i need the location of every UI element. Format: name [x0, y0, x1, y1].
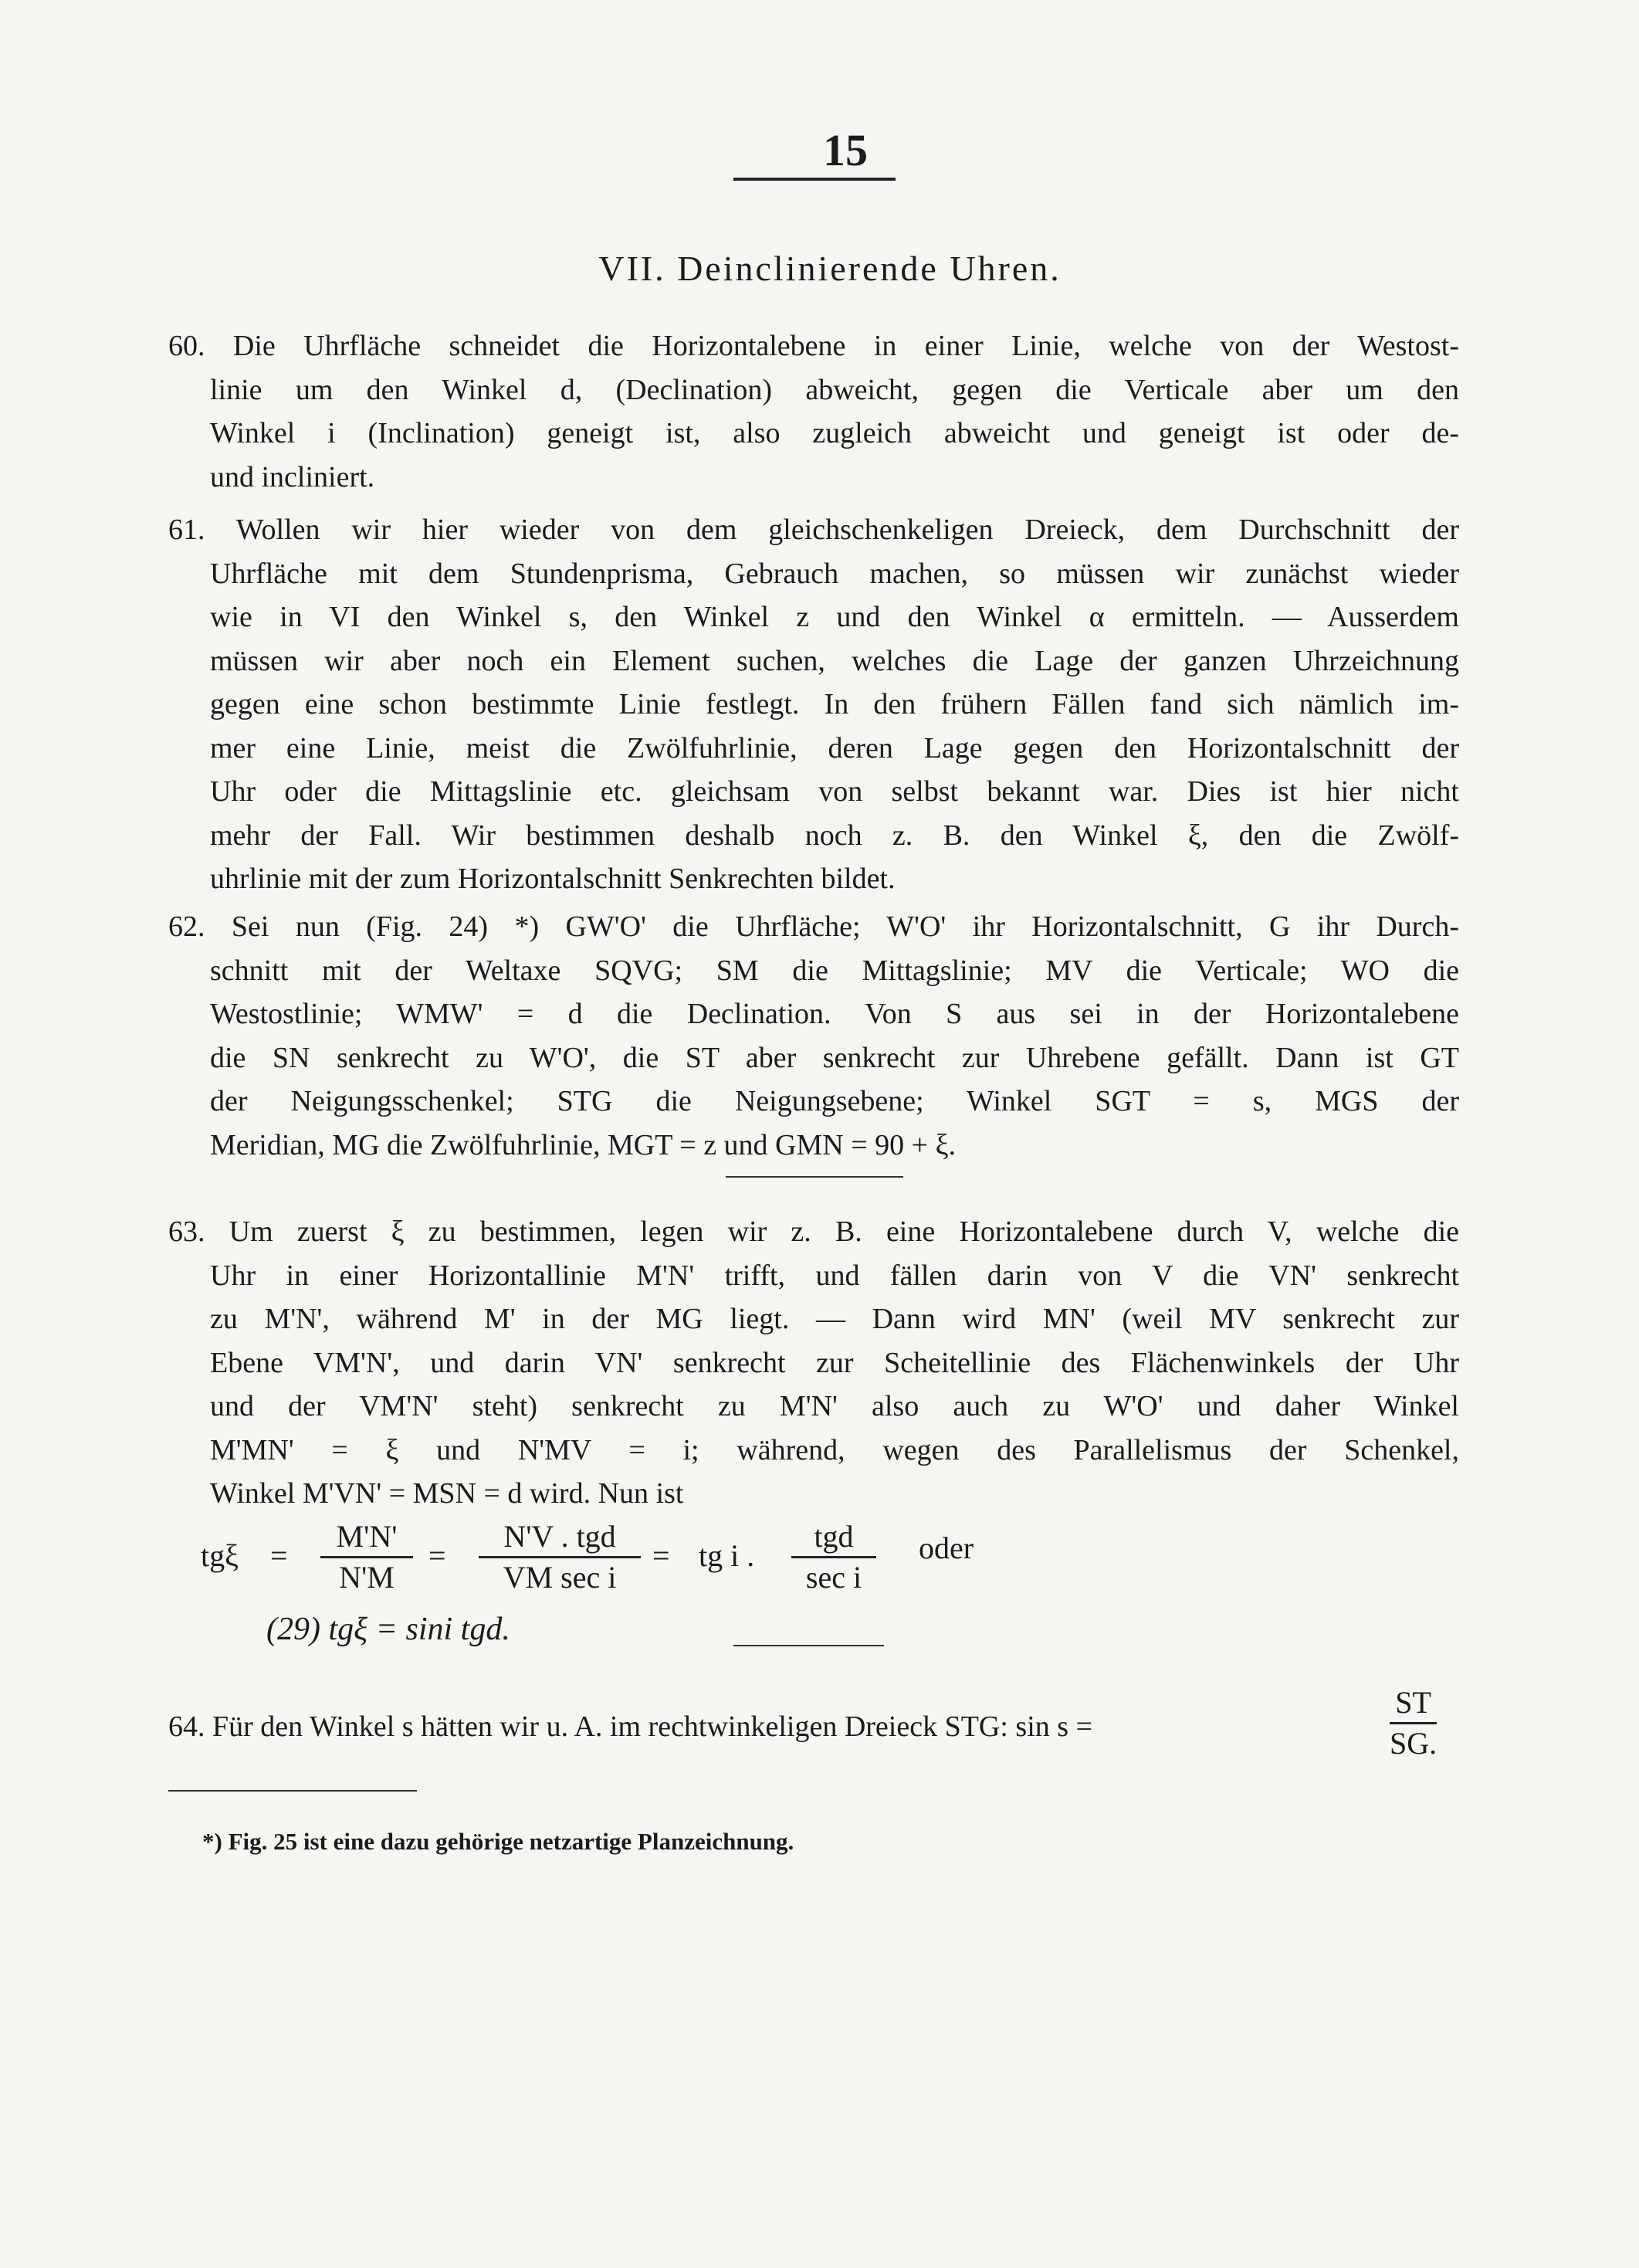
- formula-equals: =: [270, 1538, 288, 1573]
- paragraph-61: [168, 508, 1459, 901]
- text-line: Uhr in einer Horizontallinie M'N' trifft, und fällen darin von V die VN' senkrecht: [210, 1259, 1459, 1292]
- footnote-rule: [168, 1790, 417, 1792]
- fraction-tgd-seci: [791, 1517, 876, 1597]
- text-line: 62. Sei nun (Fig. 24) *) GW'O' die Uhrfläche; W'O' ihr Horizontalschnitt, G ihr Durch-: [168, 910, 1459, 943]
- formula-lhs: tgξ: [201, 1538, 239, 1573]
- text-line: 61. Wollen wir hier wieder von dem gleichschenkeligen Dreieck, dem Durchschnitt der: [168, 514, 1459, 546]
- text-line: der Neigungsschenkel; STG die Neigungsebene; Winkel SGT = s, MGS der: [210, 1085, 1459, 1117]
- fraction-numerator: tgd: [791, 1517, 876, 1558]
- fraction-numerator: ST: [1390, 1683, 1437, 1724]
- fraction-denominator: SG.: [1390, 1726, 1438, 1761]
- formula-equals: =: [428, 1538, 446, 1573]
- text-line: mehr der Fall. Wir bestimmen deshalb noch z. B. den Winkel ξ, den die Zwölf-: [210, 819, 1459, 852]
- fraction-numerator: M'N': [320, 1517, 413, 1558]
- text-line: linie um den Winkel d, (Declination) abweicht, gegen die Verticale aber um den: [210, 373, 1459, 406]
- text-line: Uhrfläche mit dem Stundenprisma, Gebrauch machen, so müssen wir zunächst wieder: [210, 557, 1459, 590]
- text-line: M'MN' = ξ und N'MV = i; während, wegen des Parallelismus der Schenkel,: [210, 1433, 1459, 1466]
- text-line: wie in VI den Winkel s, den Winkel z und den Winkel α ermitteln. — Ausserdem: [210, 601, 1459, 633]
- section-heading: VII. Deinclinierende Uhren.: [598, 249, 1062, 288]
- fraction-numerator: N'V . tgd: [479, 1517, 641, 1558]
- formula-equals: =: [652, 1538, 670, 1573]
- formula-oder: oder: [919, 1531, 974, 1565]
- fraction-mn-nm: [320, 1517, 413, 1597]
- text-line: und incliniert.: [210, 460, 375, 493]
- page-number-rule: [733, 178, 896, 181]
- text-line: und der VM'N' steht) senkrecht zu M'N' also auch zu W'O' und daher Winkel: [210, 1390, 1459, 1422]
- fraction-denominator: N'M: [339, 1560, 395, 1595]
- text-line: gegen eine schon bestimmte Linie festlegt. In den frühern Fällen fand sich nämlich im-: [210, 688, 1459, 720]
- separator-rule: [733, 1645, 884, 1646]
- fraction-st-sg: [1390, 1683, 1437, 1763]
- text-line: Ebene VM'N', und darin VN' senkrecht zur Scheitellinie des Flächenwinkels der Uhr: [210, 1346, 1459, 1379]
- fraction-denominator: VM sec i: [503, 1560, 617, 1595]
- paragraph-62: [168, 905, 1459, 1167]
- text-line: 63. Um zuerst ξ zu bestimmen, legen wir z. B. eine Horizontalebene durch V, welche die: [168, 1215, 1459, 1248]
- text-line: Westostlinie; WMW' = d die Declination. Von S aus sei in der Horizontalebene: [210, 998, 1459, 1030]
- formula-tgi: tg i .: [699, 1538, 755, 1573]
- text-line: die SN senkrecht zu W'O', die ST aber senkrecht zur Uhrebene gefällt. Dann ist GT: [210, 1041, 1459, 1074]
- text-line: mer eine Linie, meist die Zwölfuhrlinie, deren Lage gegen den Horizontalschnitt der: [210, 731, 1459, 764]
- text-line: müssen wir aber noch ein Element suchen, welches die Lage der ganzen Uhrzeichnung: [210, 644, 1459, 677]
- paragraph-63: [168, 1210, 1459, 1516]
- footnote: *) Fig. 25 ist eine dazu gehörige netzartige Planzeichnung.: [202, 1828, 794, 1855]
- separator-rule: [726, 1176, 903, 1178]
- fraction-nv-vm: [479, 1517, 641, 1597]
- page-number: 15: [823, 125, 868, 175]
- paragraph-64: 64. Für den Winkel s hätten wir u. A. im rechtwinkeligen Dreieck STG: sin s =: [168, 1710, 1092, 1743]
- text-line: uhrlinie mit der zum Horizontalschnitt Senkrechten bildet.: [210, 863, 896, 895]
- text-line: 60. Die Uhrfläche schneidet die Horizontalebene in einer Linie, welche von der Westost-: [168, 330, 1459, 362]
- text-line: zu M'N', während M' in der MG liegt. — Dann wird MN' (weil MV senkrecht zur: [210, 1303, 1459, 1335]
- text-line: schnitt mit der Weltaxe SQVG; SM die Mittagslinie; MV die Verticale; WO die: [210, 954, 1459, 987]
- equation-29: (29) tgξ = sini tgd.: [266, 1612, 510, 1647]
- formula-tg-xi: [197, 1514, 1123, 1606]
- paragraph-60: [168, 324, 1459, 499]
- text-line: Uhr oder die Mittagslinie etc. gleichsam von selbst bekannt war. Dies ist hier nicht: [210, 775, 1459, 808]
- text-line: Winkel i (Inclination) geneigt ist, also zugleich abweicht und geneigt ist oder de-: [210, 417, 1459, 449]
- fraction-denominator: sec i: [805, 1560, 862, 1595]
- text-line: Winkel M'VN' = MSN = d wird. Nun ist: [210, 1477, 684, 1510]
- text-line: Meridian, MG die Zwölfuhrlinie, MGT = z und GMN = 90 + ξ.: [210, 1128, 957, 1161]
